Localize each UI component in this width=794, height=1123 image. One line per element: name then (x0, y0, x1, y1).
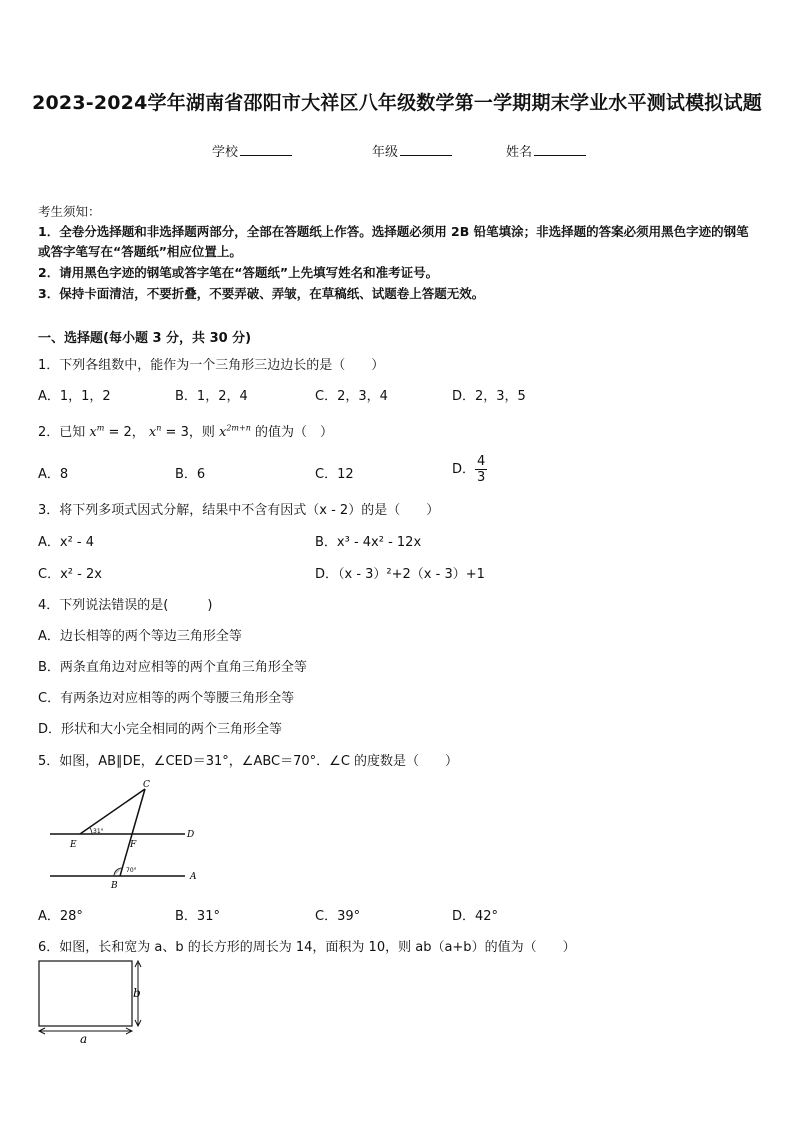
q2-eq2: = 3，则 (161, 425, 219, 440)
q2-option-d (452, 454, 487, 485)
notice-item: 3．保持卡面清洁，不要折叠，不要弄破、弄皱，在草稿纸、试题卷上答题无效。 (38, 286, 485, 301)
q2-option-c: C．12 (315, 467, 354, 482)
question-4-stem: 4．下列说法错误的是( ) (38, 598, 213, 613)
q5-option-c: C．39° (315, 909, 361, 924)
notice-item: 2．请用黑色字迹的钢笔或答字笔在“答题纸”上先填写姓名和准考证号。 (38, 265, 439, 280)
q3-option-c: C．x² - 2x (38, 567, 102, 582)
segment-ec (80, 789, 145, 834)
label-e: E (70, 840, 77, 850)
angle-arc-e (90, 828, 92, 834)
q5-option-a: A．28° (38, 909, 83, 924)
q5-option-b: B．31° (175, 909, 220, 924)
q2-text-a: 2．已知 (38, 425, 90, 440)
q2-option-d-label: D． (452, 462, 476, 477)
school-label: 学校 (212, 145, 239, 160)
name-blank (534, 143, 586, 156)
rectangle (39, 961, 132, 1026)
q3-option-b: B．x³ - 4x² - 12x (315, 535, 422, 550)
fraction-denominator: 3 (477, 470, 486, 485)
q2-option-a: A．8 (38, 467, 69, 482)
notice-item: 1．全卷分选择题和非选择题两部分，全部在答题纸上作答。选择题必须用 2B 铅笔填涂；非选择题的答案必须用黑色字迹的钢笔或答字笔写在“答题纸”相应位置上。 (38, 224, 749, 259)
q4-option-c: C．有两条边对应相等的两个等腰三角形全等 (38, 691, 295, 706)
q2-var-x: x (218, 425, 227, 440)
fraction-numerator: 4 (477, 454, 486, 469)
notice-heading: 考生须知： (38, 204, 101, 219)
question-3-stem: 3．将下列多项式因式分解，结果中不含有因式（x - 2）的是（ ） (38, 503, 440, 518)
school-field (212, 141, 292, 160)
section-heading: 一、选择题(每小题 3 分，共 30 分) (38, 331, 252, 346)
q4-option-a: A．边长相等的两个等边三角形全等 (38, 629, 242, 644)
q6-rectangle-figure (34, 955, 154, 1045)
angle-label-70: 70° (126, 867, 137, 874)
angle-label-31: 31° (93, 828, 104, 835)
q2-eq1: = 2， (104, 425, 149, 440)
grade-field (372, 141, 452, 160)
school-blank (240, 143, 292, 156)
q2-exp-m: m (96, 423, 105, 433)
label-b: b (133, 986, 141, 1000)
q1-option-a: A．1，1，2 (38, 389, 111, 404)
q3-option-a: A．x² - 4 (38, 535, 95, 550)
page-title: 2023-2024学年湖南省邵阳市大祥区八年级数学第一学期期末学业水平测试模拟试题 (32, 92, 762, 114)
q3-option-d: D．（x - 3）²+2（x - 3）+1 (315, 567, 485, 582)
question-6-stem: 6．如图，长和宽为 a、b 的长方形的周长为 14，面积为 10，则 ab（a+b）的值为（ ） (38, 940, 576, 955)
q2-var-x: x (89, 425, 97, 440)
grade-blank (400, 143, 452, 156)
question-2-stem (38, 421, 333, 440)
q2-exp-2mn: 2m+n (226, 423, 251, 433)
q2-var-x: x (148, 425, 157, 440)
q4-option-b: B．两条直角边对应相等的两个直角三角形全等 (38, 660, 307, 675)
label-c: C (143, 780, 150, 790)
label-d: D (187, 830, 195, 840)
label-a: A (190, 872, 197, 882)
name-label: 姓名 (506, 145, 533, 160)
q4-option-d: D．形状和大小完全相同的两个三角形全等 (38, 722, 283, 737)
q5-geometry-figure (40, 776, 210, 892)
q2-option-b: B．6 (175, 467, 206, 482)
q2-fraction (475, 454, 487, 485)
q1-option-d: D．2，3，5 (452, 389, 526, 404)
q1-option-b: B．1，2，4 (175, 389, 248, 404)
q1-option-c: C．2，3，4 (315, 389, 388, 404)
question-1-stem: 1．下列各组数中，能作为一个三角形三边边长的是（ ） (38, 358, 385, 373)
question-5-stem: 5．如图，AB∥DE，∠CED＝31°，∠ABC＝70°．∠C 的度数是（ ） (38, 754, 459, 769)
label-a: a (80, 1032, 88, 1045)
q2-exp-n: n (156, 423, 162, 433)
segment-cb (120, 789, 145, 876)
label-b: B (111, 881, 118, 891)
label-f: F (130, 840, 137, 850)
q5-option-d: D．42° (452, 909, 499, 924)
grade-label: 年级 (372, 145, 399, 160)
name-field (506, 141, 586, 160)
q2-text-b: 的值为（ ） (250, 425, 333, 440)
